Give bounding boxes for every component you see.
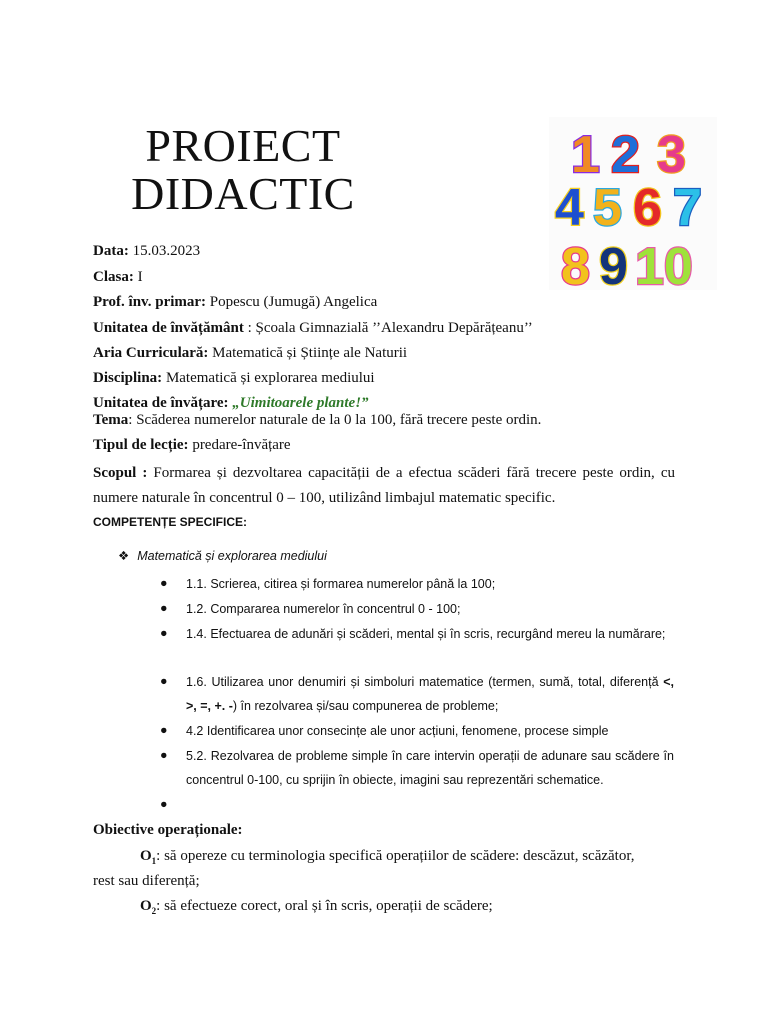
objective-o1-text: : să opereze cu terminologia specifică operațiilor de scădere: descăzut, scăzător, [156, 848, 635, 864]
bullet-icon: ● [160, 576, 168, 590]
competence-item: 4.2 Identificarea unor consecințe ale unor acțiuni, fenomene, procese simple [186, 724, 609, 738]
bullet-icon: ● [160, 723, 168, 737]
digit-5: 5 [593, 179, 622, 237]
theme-label: Tema [93, 412, 129, 428]
digit-1: 1 [571, 126, 600, 184]
competence-item-symbols: <, >, =, +. - [186, 675, 674, 713]
curricular-area-value: Matematică și Științe ale Naturii [208, 345, 408, 361]
competence-item: 1.4. Efectuarea de adunări și scăderi, mental și în scris, recurgând mereu la numărare; [186, 627, 666, 641]
purpose-value: Formarea și dezvoltarea capacității de a efectua scăderi fără trecere peste ordin, cu numere naturale în concentrul 0 – 100, utilizând limbajul matematic specific. [93, 465, 675, 506]
bullet-icon: ● [160, 797, 168, 811]
competence-item-text-cont: ) în rezolvarea și/sau compunerea de probleme; [232, 699, 499, 713]
objective-o1 [140, 848, 635, 866]
school-line [93, 320, 533, 337]
competences-discipline [118, 548, 327, 563]
lesson-type-value: predare-învățare [188, 437, 291, 453]
class-line [93, 269, 143, 286]
bullet-icon: ● [160, 601, 168, 615]
discipline-label: Disciplina: [93, 370, 163, 386]
competence-item [186, 670, 674, 718]
competence-item: 1.1. Scrierea, citirea și formarea numerelor până la 100; [186, 577, 496, 591]
theme-value: : Scăderea numerelor naturale de la 0 la 100, fără trecere peste ordin. [128, 412, 542, 428]
title-line-2: DIDACTIC [131, 168, 355, 219]
lesson-type-line [93, 437, 291, 454]
objectives-heading: Obiective operaționale: [93, 822, 243, 838]
learning-unit-label: Unitatea de învățare: [93, 395, 229, 411]
digit-4: 4 [555, 179, 584, 237]
objective-o2-text: : să efectueze corect, oral și în scris, operații de scădere; [156, 898, 493, 914]
competence-item: 5.2. Rezolvarea de probleme simple în care intervin operații de adunare sau scădere în concentrul 0-100, cu sprijin în obiecte, imagini sau reprezentări schematice. [186, 749, 674, 787]
bullet-icon: ● [160, 674, 168, 688]
school-value: : Școala Gimnazială ’’Alexandru Depărățeanu’’ [243, 320, 533, 336]
class-value: I [133, 269, 143, 285]
digit-3: 3 [657, 126, 686, 184]
purpose-label: Scopul : [93, 465, 148, 481]
learning-unit-line [93, 395, 369, 412]
objective-o1-label: $O_1$ [140, 848, 157, 866]
digit-8: 8 [561, 238, 590, 290]
purpose-paragraph [93, 461, 675, 511]
date-label: Data: [93, 243, 129, 259]
objective-o2 [140, 898, 493, 916]
digit-9: 9 [599, 238, 628, 290]
discipline-line [93, 370, 375, 387]
title-line-1: PROIECT [145, 120, 341, 171]
competences-discipline-label: Matematică și explorarea mediului [137, 549, 327, 563]
diamond-bullet-icon: ❖ [118, 549, 130, 563]
teacher-line [93, 294, 377, 311]
digit-2: 2 [611, 126, 640, 184]
teacher-label: Prof. înv. primar: [93, 294, 207, 310]
competence-item: 1.2. Compararea numerelor în concentrul 0 - 100; [186, 602, 461, 616]
school-label: Unitatea de învățământ [93, 320, 244, 336]
numbers-image [549, 117, 717, 290]
teacher-value: Popescu (Jumugă) Angelica [206, 294, 378, 310]
document-title [98, 122, 388, 218]
digit-6: 6 [633, 179, 662, 237]
objective-o2-label: $O_2$ [140, 898, 157, 916]
digit-10: 10 [635, 238, 693, 290]
date-value: 15.03.2023 [128, 243, 201, 259]
theme-line [93, 412, 541, 429]
competences-heading: COMPETENȚE SPECIFICE: [93, 515, 248, 529]
digit-7: 7 [673, 179, 702, 237]
class-label: Clasa: [93, 269, 134, 285]
bullet-icon: ● [160, 748, 168, 762]
curricular-area-label: Aria Curriculară: [93, 345, 209, 361]
lesson-type-label: Tipul de lecție: [93, 437, 189, 453]
discipline-value: Matematică și explorarea mediului [162, 370, 375, 386]
learning-unit-value: „Uimitoarele plante!” [228, 395, 369, 411]
bullet-icon: ● [160, 626, 168, 640]
objective-o1-continuation: rest sau diferență; [93, 873, 200, 889]
curricular-area-line [93, 345, 407, 362]
competence-item-text: 1.6. Utilizarea unor denumiri și simboluri matematice (termen, sumă, total, diferență [186, 675, 659, 689]
date-line [93, 243, 200, 260]
